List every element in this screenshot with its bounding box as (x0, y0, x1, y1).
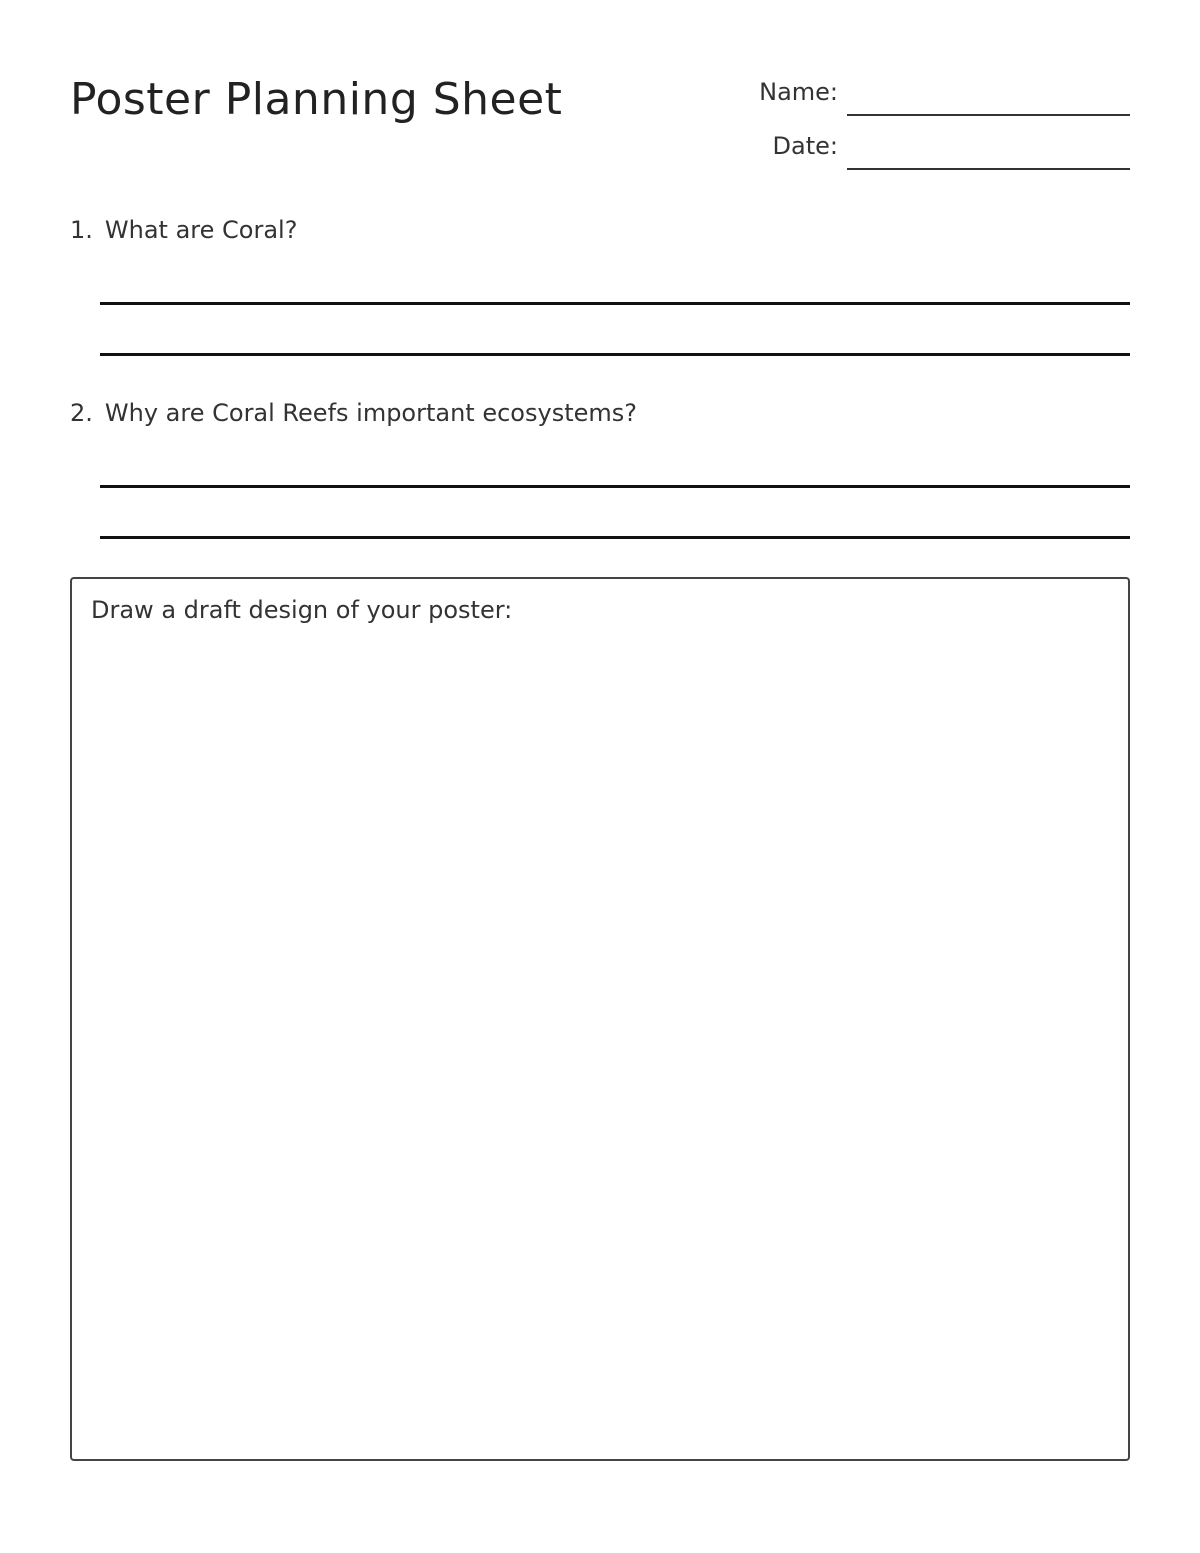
date-input-line[interactable] (847, 168, 1130, 170)
date-label: Date: (772, 132, 838, 160)
question-2-answer-line-2[interactable] (100, 536, 1130, 539)
question-1-number: 1. (70, 216, 93, 244)
question-2-number: 2. (70, 399, 93, 427)
question-1-text: What are Coral? (104, 216, 298, 244)
name-input-line[interactable] (847, 114, 1130, 116)
name-label: Name: (759, 78, 838, 106)
question-2-answer-line-1[interactable] (100, 485, 1130, 488)
question-1-answer-line-1[interactable] (100, 302, 1130, 305)
name-field (700, 78, 1130, 118)
question-2 (70, 399, 637, 427)
question-1 (70, 216, 297, 244)
draft-design-box[interactable] (70, 577, 1130, 1461)
date-field (700, 132, 1130, 172)
question-2-text: Why are Coral Reefs important ecosystems? (104, 399, 637, 427)
question-1-answer-line-2[interactable] (100, 353, 1130, 356)
page-title: Poster Planning Sheet (70, 74, 563, 125)
draft-design-prompt: Draw a draft design of your poster: (91, 596, 513, 624)
